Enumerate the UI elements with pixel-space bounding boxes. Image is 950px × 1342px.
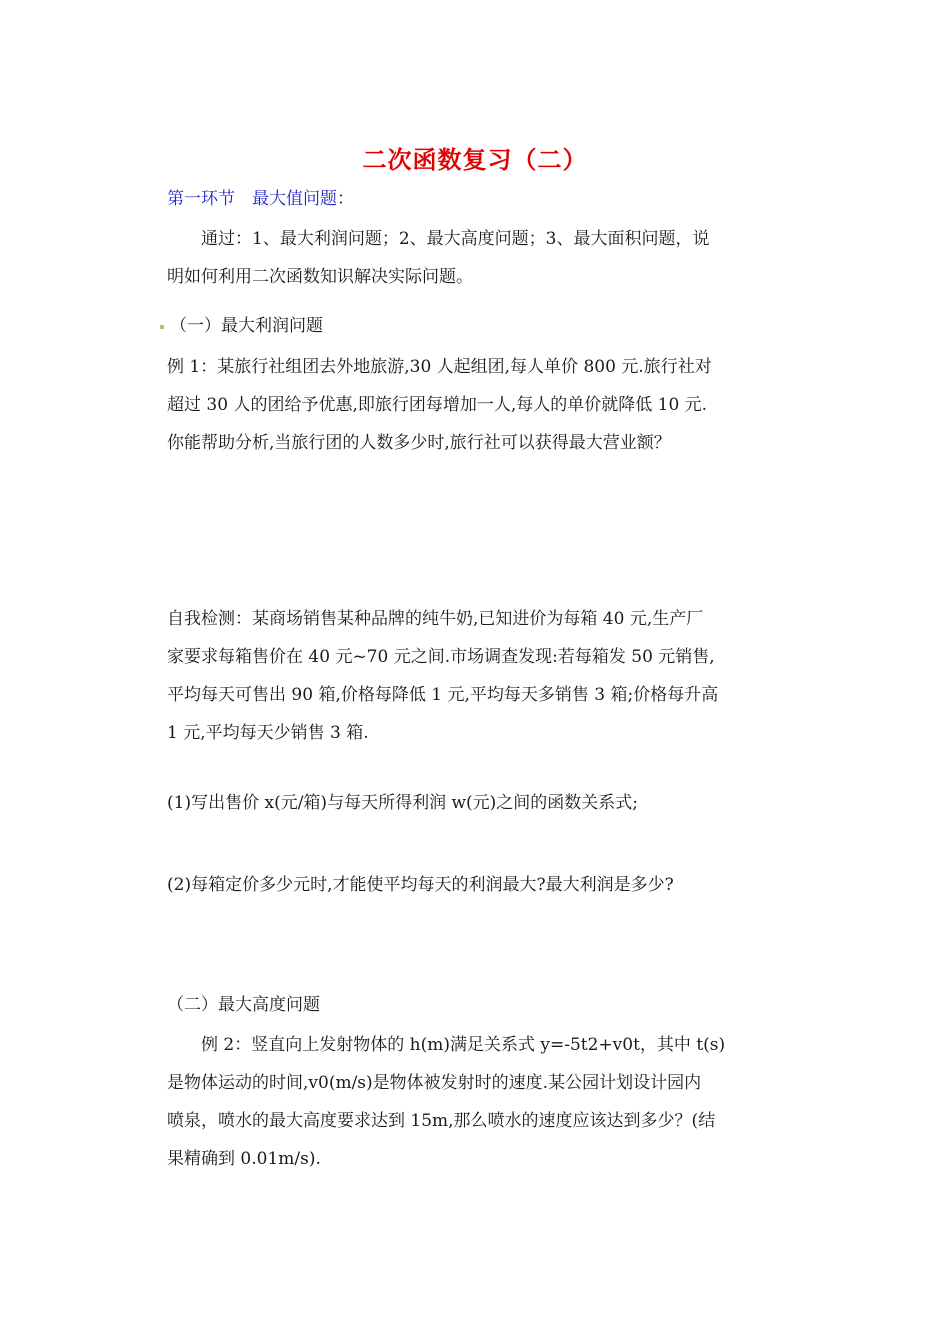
- section-heading-text: 第一环节 最大值问题: [167, 189, 337, 209]
- intro-paragraph: [167, 220, 787, 296]
- selfcheck-q2-text: (2)每箱定价多少元时,才能使平均每天的利润最大?最大利润是多少?: [167, 875, 674, 895]
- selfcheck-line-3: 平均每天可售出 90 箱,价格每降低 1 元,平均每天多销售 3 箱;价格每升高: [167, 685, 719, 705]
- bullet-marker-icon: [160, 325, 164, 329]
- part1-heading: [160, 311, 323, 336]
- selfcheck-q1-text: (1)写出售价 x(元/箱)与每天所得利润 w(元)之间的函数关系式;: [167, 793, 639, 813]
- example1-paragraph: [167, 348, 787, 462]
- part2-heading: （二）最大高度问题: [167, 995, 320, 1015]
- section-heading-colon: ：: [337, 189, 354, 209]
- example2-line-3: 喷泉，喷水的最大高度要求达到 15m,那么喷水的速度应该达到多少？(结: [167, 1111, 716, 1131]
- example1-line-2: 超过 30 人的团给予优惠,即旅行团每增加一人,每人的单价就降低 10 元.: [167, 395, 708, 415]
- selfcheck-line-1: 自我检测：某商场销售某种品牌的纯牛奶,已知进价为每箱 40 元,生产厂: [167, 609, 704, 629]
- selfcheck-question-1: [167, 784, 787, 822]
- page-title: 二次函数复习（二）: [362, 145, 588, 174]
- selfcheck-line-2: 家要求每箱售价在 40 元~70 元之间.市场调查发现:若每箱发 50 元销售,: [167, 647, 715, 667]
- example2-line-2: 是物体运动的时间,v0(m/s)是物体被发射时的速度.某公园计划设计园内: [167, 1073, 702, 1093]
- selfcheck-paragraph: [167, 600, 787, 752]
- example1-line-3: 你能帮助分析,当旅行团的人数多少时,旅行社可以获得最大营业额？: [167, 433, 671, 453]
- selfcheck-question-2: [167, 866, 787, 904]
- example1-line-1: 例 1：某旅行社组团去外地旅游,30 人起组团,每人单价 800 元.旅行社对: [167, 357, 712, 377]
- example2-paragraph: [167, 1026, 787, 1178]
- section-heading: [167, 184, 354, 209]
- intro-line-1: 通过：1、最大利润问题；2、最大高度问题；3、最大面积问题，说: [201, 229, 710, 249]
- example2-line-1: 例 2：竖直向上发射物体的 h(m)满足关系式 y=-5t2+v0t，其中 t(s): [201, 1035, 726, 1055]
- intro-line-2: 明如何利用二次函数知识解决实际问题。: [167, 267, 473, 287]
- selfcheck-line-4: 1 元,平均每天少销售 3 箱.: [167, 723, 369, 743]
- part1-heading-text: （一）最大利润问题: [170, 316, 323, 336]
- example2-line-4: 果精确到 0.01m/s).: [167, 1149, 321, 1169]
